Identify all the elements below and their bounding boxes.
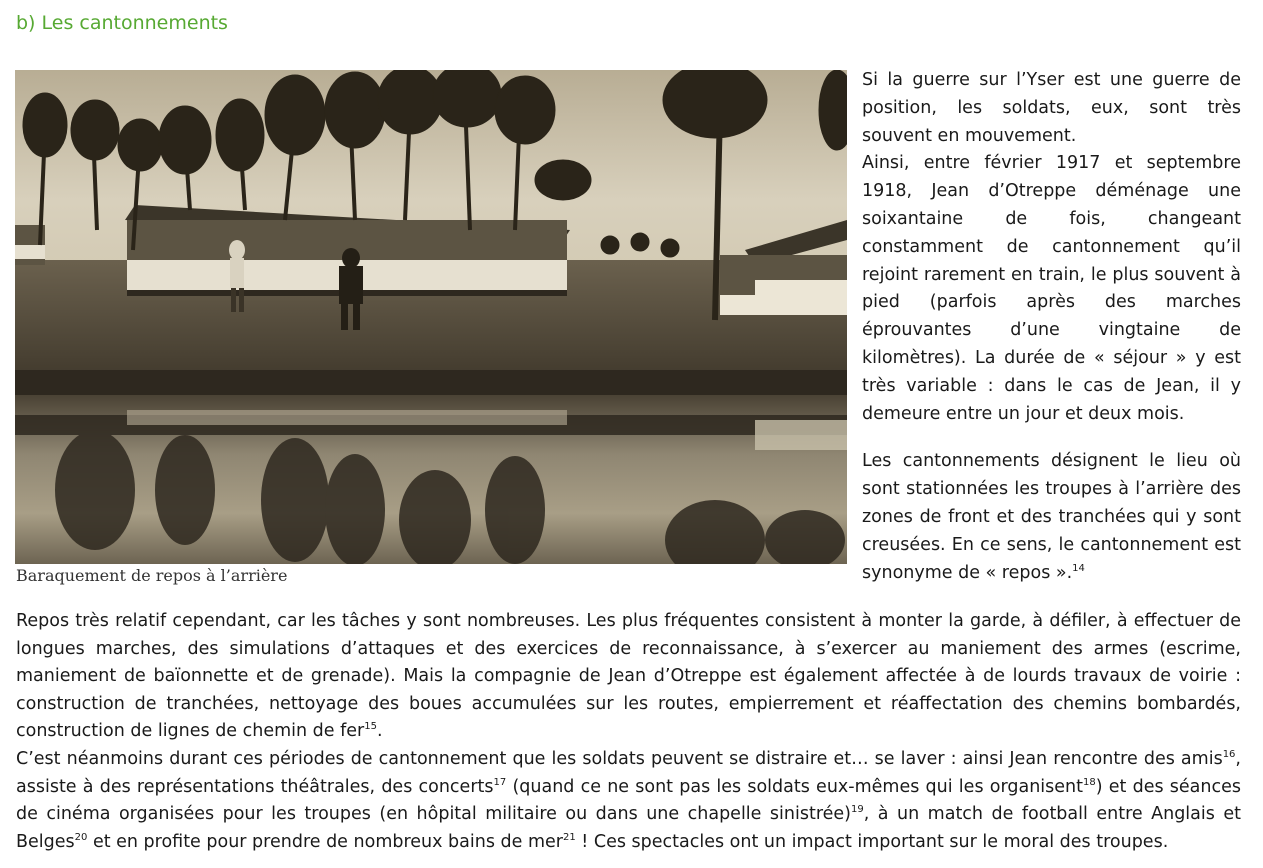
- barracks-photo: [15, 70, 847, 564]
- side-paragraph: [862, 448, 1241, 587]
- footnote-ref-21[interactable]: 21: [562, 831, 576, 843]
- photo-caption: Baraquement de repos à l’arrière: [16, 566, 288, 585]
- footnote-ref-14[interactable]: 14: [1072, 562, 1085, 574]
- body-text-1b: .: [376, 721, 383, 742]
- body-text-2c: (quand ce ne sont pas les soldats eux-mêmes qui les organisent: [506, 776, 1083, 797]
- footnote-ref-16[interactable]: 16: [1222, 749, 1236, 761]
- side-text-1b: Ainsi, entre février 1917 et septembre 1918, Jean d’Otreppe déménage une soixantaine de fois, changeant constamment de cantonnement qu’il rejoint rarement en train, le plus souvent à pied (parfois après des marches éprouvantes d’une vingtaine de kilomètres). La durée de « séjour » y est très variable : dans le cas de Jean, il y demeure entre un jour et deux mois.: [862, 153, 1241, 424]
- side-column: [862, 67, 1241, 587]
- body-text-2f: et en profite pour prendre de nombreux bains de mer: [87, 831, 563, 852]
- footnote-ref-17[interactable]: 17: [493, 776, 507, 788]
- body-paragraph: [16, 608, 1241, 746]
- footnote-ref-20[interactable]: 20: [74, 831, 88, 843]
- body-paragraph: [16, 746, 1241, 856]
- body-text-2b: , assiste à des représentations théâtrales, des concerts: [16, 748, 1241, 797]
- side-text-1a: Si la guerre sur l’Yser est une guerre de position, les soldats, eux, sont très souvent en mouvement.: [862, 70, 1241, 146]
- body-text-2g: ! Ces spectacles ont un impact important sur le moral des troupes.: [575, 831, 1169, 852]
- footnote-ref-15[interactable]: 15: [364, 721, 377, 733]
- body-text-2a: C’est néanmoins durant ces périodes de cantonnement que les soldats peuvent se distraire et… se laver : ainsi Jean rencontre des amis: [16, 748, 1223, 769]
- body-column: [16, 608, 1241, 856]
- body-text-2d: ) et des séances de cinéma organisées pour les troupes (en hôpital militaire ou dans une chapelle sinistrée): [16, 776, 1241, 825]
- footnote-ref-18[interactable]: 18: [1082, 776, 1096, 788]
- body-text-2e: , à un match de football entre Anglais et Belges: [16, 804, 1241, 852]
- side-text-2: Les cantonnements désignent le lieu où sont stationnées les troupes à l’arrière des zones de front et des tranchées qui y sont creusées. En ce sens, le cantonnement est synonyme de « repos ».: [862, 451, 1241, 583]
- section-heading: b) Les cantonnements: [16, 12, 228, 34]
- footnote-ref-19[interactable]: 19: [851, 804, 864, 816]
- side-paragraph: [862, 67, 1241, 428]
- body-text-1a: Repos très relatif cependant, car les tâches y sont nombreuses. Les plus fréquentes consistent à monter la garde, à défiler, à effectuer de longues marches, des simulations d’attaques et des exercices de reconnaissance, à s’exercer au maniement des armes (escrime, maniement de baïonnette et de grenade). Mais la compagnie de Jean d’Otreppe est également affectée à de lourds travaux de voirie : construction de tranchées, nettoyage des boues accumulées sur les routes, empierrement et réaffectation des chemins bombardés, construction de lignes de chemin de fer: [16, 611, 1241, 742]
